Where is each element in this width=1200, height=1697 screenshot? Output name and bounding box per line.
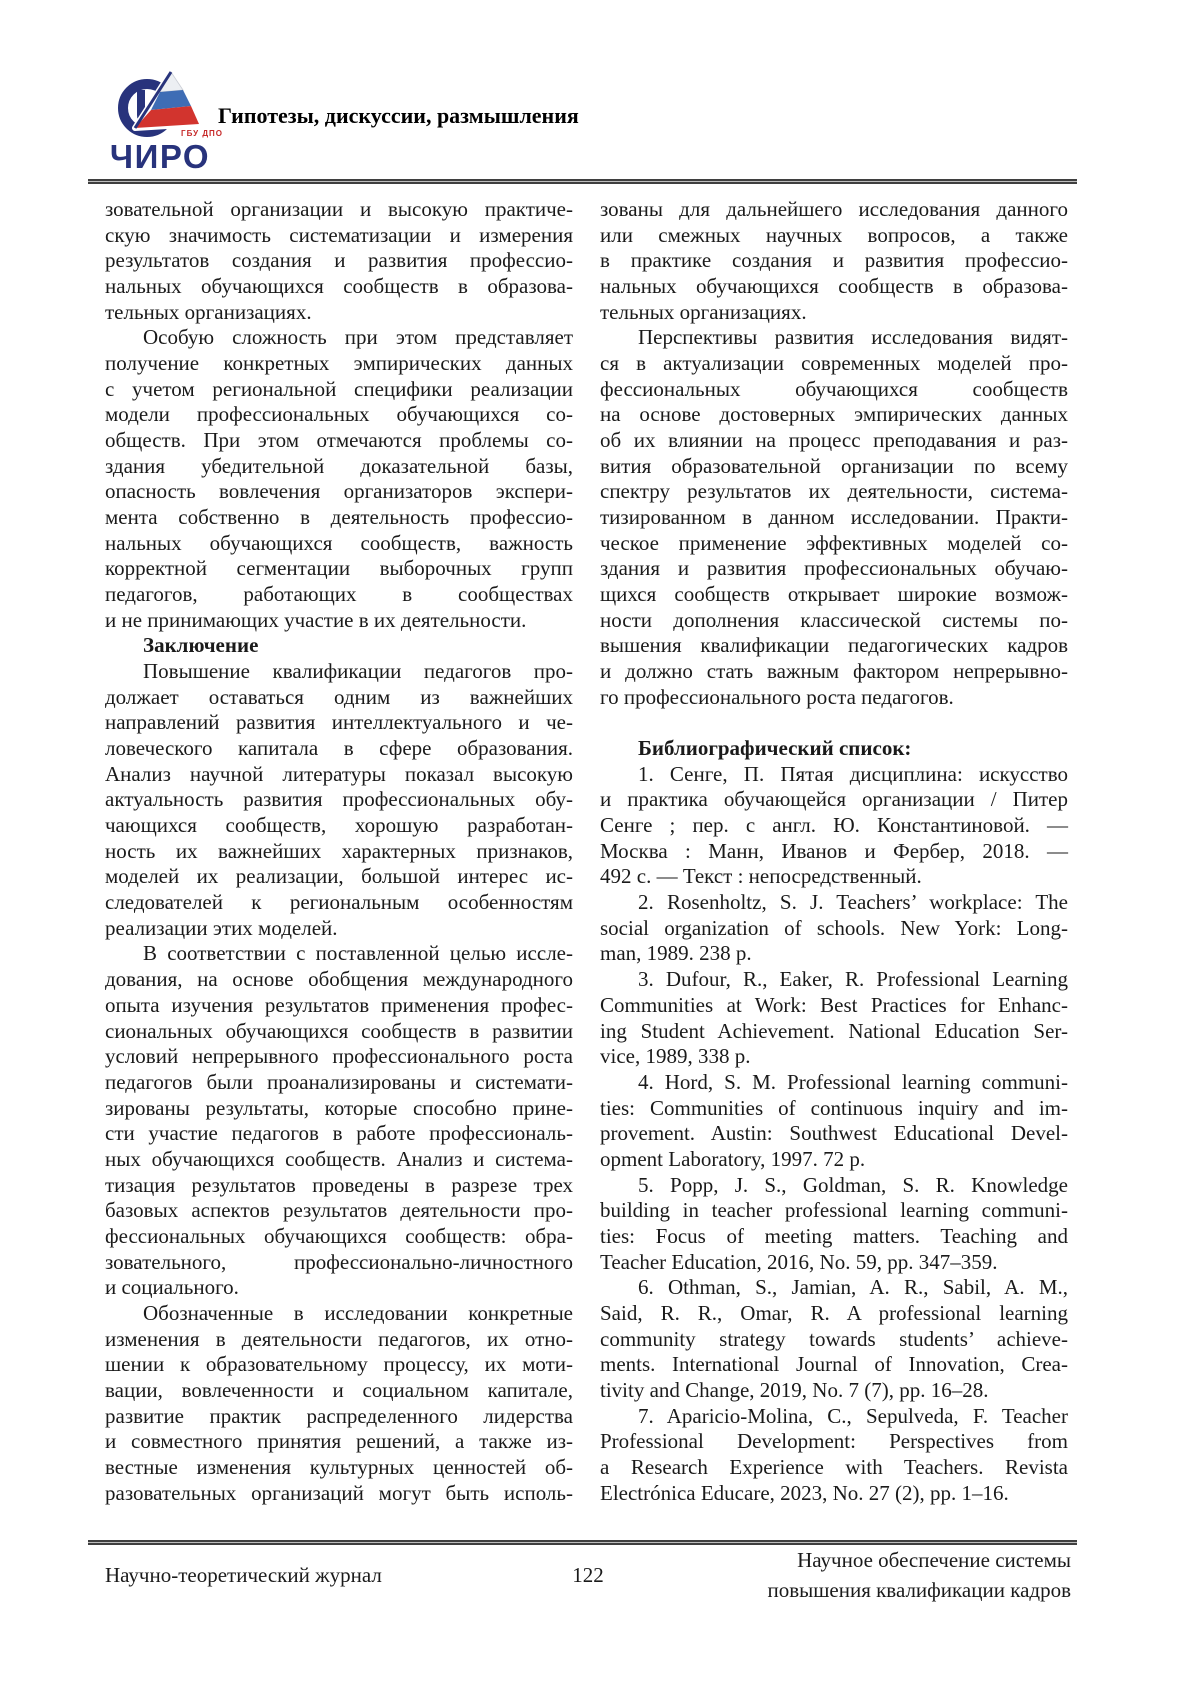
text-line: вации, вовлеченности и социальном капитале, — [105, 1377, 573, 1402]
text-line: community strategy towards students’ achieve- — [600, 1326, 1068, 1351]
text-line: Professional Development: Perspectives from — [600, 1429, 1068, 1454]
text-line: реализации этих моделей. — [105, 915, 338, 940]
journal-title — [604, 1545, 1077, 1605]
article-body — [105, 197, 1068, 1506]
header-rule — [88, 179, 1077, 184]
text-line: базовых аспектов результатов деятельности про- — [105, 1198, 573, 1223]
chiro-logo — [95, 70, 225, 174]
text-line: Обозначенные в исследовании конкретные — [143, 1300, 573, 1325]
text-line: направлений развития интеллектуального и че- — [105, 710, 573, 735]
text-line: зовательного, профессионально-личностного — [105, 1249, 573, 1274]
text-line: нальных обучающихся сообществ, важность — [105, 530, 573, 555]
text-line: моделей их реализации, большой интерес ис- — [105, 864, 573, 889]
text-line: корректной сегментации выборочных групп — [105, 556, 573, 581]
text-line: ности дополнения классической системы по- — [600, 607, 1068, 632]
text-line: фессиональных обучающихся сообществ — [600, 376, 1068, 401]
text-line: актуальность развития профессиональных обу- — [105, 787, 573, 812]
text-line: щихся сообществ открывает широкие возмож- — [600, 582, 1068, 607]
text-line: скую значимость систематизации и измерения — [105, 222, 573, 247]
text-line: и социального. — [105, 1275, 239, 1300]
text-line: Said, R. R., Omar, R. A professional learning — [600, 1300, 1068, 1325]
text-line: ся в актуализации современных моделей про- — [600, 351, 1068, 376]
text-line: 1. Сенге, П. Пятая дисциплина: искусство — [638, 761, 1068, 786]
text-line: ties: Communities of continuous inquiry and im- — [600, 1095, 1068, 1120]
text-line: фессиональных обучающихся сообществ: обра- — [105, 1223, 573, 1248]
text-line: разовательных организаций могут быть исполь- — [105, 1480, 573, 1505]
journal-type-label: Научно-теоретический журнал — [105, 1562, 382, 1587]
text-line: тельных организациях. — [600, 299, 807, 324]
subsection-heading: Библиографический список: — [638, 736, 912, 761]
text-line: здания и развития профессиональных обучаю- — [600, 556, 1068, 581]
text-line: должает оставаться одним из важнейших — [105, 684, 573, 709]
text-line: сиональных обучающихся сообществ в развитии — [105, 1018, 573, 1043]
text-line: условий непрерывного профессионального роста — [105, 1044, 573, 1069]
logo-org-type-text: ГБУ ДПО — [181, 129, 223, 138]
page-footer — [88, 1545, 1077, 1605]
text-line: ность их важнейших характерных признаков, — [105, 838, 573, 863]
text-line: Electrónica Educare, 2023, No. 27 (2), pp. 1–16. — [600, 1480, 1009, 1505]
text-line: зовательной организации и высокую практиче- — [105, 197, 573, 221]
text-line: provement. Austin: Southwest Educational Devel- — [600, 1121, 1068, 1146]
logo-abbr-text: ЧИРО — [109, 138, 211, 175]
text-line: го профессионального роста педагогов. — [600, 684, 954, 709]
text-line: 2. Rosenholtz, S. J. Teachers’ workplace: The — [638, 890, 1068, 915]
text-line: В соответствии с поставленной целью иссле- — [143, 941, 573, 966]
text-line: изменения в деятельности педагогов, их отно- — [105, 1326, 573, 1351]
text-line: vice, 1989, 338 p. — [600, 1044, 751, 1069]
text-line: и совместного принятия решений, а также из- — [105, 1429, 573, 1454]
text-line: a Research Experience with Teachers. Revista — [600, 1454, 1068, 1479]
text-line: 492 с. — Текст : непосредственный. — [600, 864, 922, 889]
journal-title-line1: Научное обеспечение системы — [797, 1548, 1071, 1572]
text-line: обществ. При этом отмечаются проблемы со- — [105, 428, 573, 453]
text-line: ties: Focus of meeting matters. Teaching and — [600, 1223, 1068, 1248]
text-line: чающихся сообществ, хорошую разработан- — [105, 813, 573, 838]
text-line: получение конкретных эмпирических данных — [105, 351, 573, 376]
journal-title-line2: повышения квалификации кадров — [767, 1578, 1071, 1602]
text-line: ловеческого капитала в сфере образования. — [105, 736, 573, 761]
text-line: на основе достоверных эмпирических данных — [600, 402, 1068, 427]
text-line: опасность вовлечения организаторов экспери- — [105, 479, 573, 504]
text-line: развитие практик распределенного лидерства — [105, 1403, 573, 1428]
text-line: опыта изучения результатов применения профес- — [105, 992, 573, 1017]
text-line: спектру результатов их деятельности, система- — [600, 479, 1068, 504]
text-line: и должно стать важным фактором непрерывно- — [600, 659, 1068, 684]
text-line: вестные изменения культурных ценностей об- — [105, 1454, 573, 1479]
text-line: и не принимающих участие в их деятельности. — [105, 607, 527, 632]
text-line: и практика обучающейся организации / Питер — [600, 787, 1068, 812]
text-line: педагогов, работающих в сообществах — [105, 582, 573, 607]
text-line: 5. Popp, J. S., Goldman, S. R. Knowledge — [638, 1172, 1068, 1197]
text-line: вышения квалификации педагогических кадров — [600, 633, 1068, 658]
text-line: вития образовательной организации по всему — [600, 453, 1068, 478]
text-line: зованы для дальнейшего исследования данного — [600, 197, 1068, 221]
article-column-left — [105, 197, 573, 1506]
text-line: с учетом региональной специфики реализации — [105, 376, 573, 401]
text-line: 7. Aparicio-Molina, C., Sepulveda, F. Teacher — [638, 1403, 1068, 1428]
subsection-heading: Заключение — [143, 633, 259, 658]
text-line: модели профессиональных обучающихся со- — [105, 402, 573, 427]
text-line: об их влиянии на процесс преподавания и раз- — [600, 428, 1068, 453]
text-line: или смежных научных вопросов, а также — [600, 222, 1068, 247]
text-line — [600, 710, 1068, 736]
text-line: тельных организациях. — [105, 299, 312, 324]
text-line: Повышение квалификации педагогов про- — [143, 659, 573, 684]
text-line: opment Laboratory, 1997. 72 p. — [600, 1146, 866, 1171]
text-line: тизация результатов проведены в разрезе трех — [105, 1172, 573, 1197]
text-line: Особую сложность при этом представляет — [143, 325, 573, 350]
section-title: Гипотезы, дискуссии, размышления — [218, 103, 579, 128]
text-line: шении к образовательному процессу, их моти- — [105, 1352, 573, 1377]
text-line: ческое применение эффективных моделей со- — [600, 530, 1068, 555]
text-line: зированы результаты, которые способно прине- — [105, 1095, 573, 1120]
text-line: педагогов были проанализированы и системати- — [105, 1069, 573, 1094]
text-line: нальных обучающихся сообществ в образова- — [105, 274, 573, 299]
text-line: building in teacher professional learning communi- — [600, 1198, 1068, 1223]
text-line: мента собственно в деятельность профессио- — [105, 505, 573, 530]
text-line: ments. International Journal of Innovation, Crea- — [600, 1352, 1068, 1377]
text-line: social organization of schools. New York: Long- — [600, 915, 1068, 940]
text-line: tivity and Change, 2019, No. 7 (7), pp. 16–28. — [600, 1377, 989, 1402]
text-line: ing Student Achievement. National Education Ser- — [600, 1018, 1068, 1043]
text-line: тизированном в данном исследовании. Практи- — [600, 505, 1068, 530]
text-line: Москва : Манн, Иванов и Фербер, 2018. — — [600, 838, 1068, 863]
text-line: Анализ научной литературы показал высокую — [105, 761, 573, 786]
text-line: Перспективы развития исследования видят- — [638, 325, 1068, 350]
text-line: в практике создания и развития профессио- — [600, 248, 1068, 273]
chiro-logo-icon — [95, 70, 225, 138]
text-line: Teacher Education, 2016, No. 59, pp. 347–359. — [600, 1249, 998, 1274]
text-line: ных обучающихся сообществ. Анализ и система- — [105, 1146, 573, 1171]
text-line: 4. Hord, S. M. Professional learning communi- — [638, 1069, 1068, 1094]
text-line: сти участие педагогов в работе профессиональ- — [105, 1121, 573, 1146]
page-number: 122 — [572, 1562, 604, 1587]
text-line: здания убедительной доказательной базы, — [105, 453, 573, 478]
text-line: man, 1989. 238 p. — [600, 941, 752, 966]
text-line: 3. Dufour, R., Eaker, R. Professional Learning — [638, 967, 1068, 992]
text-line: результатов создания и развития профессио- — [105, 248, 573, 273]
article-column-right — [600, 197, 1068, 1506]
text-line: дования, на основе обобщения международного — [105, 967, 573, 992]
text-line: Сенге ; пер. с англ. Ю. Константиновой. — — [600, 813, 1068, 838]
text-line: Communities at Work: Best Practices for Enhanc- — [600, 992, 1068, 1017]
text-line: следователей к региональным особенностям — [105, 890, 573, 915]
text-line: нальных обучающихся сообществ в образова- — [600, 274, 1068, 299]
text-line: 6. Othman, S., Jamian, A. R., Sabil, A. M., — [638, 1275, 1068, 1300]
